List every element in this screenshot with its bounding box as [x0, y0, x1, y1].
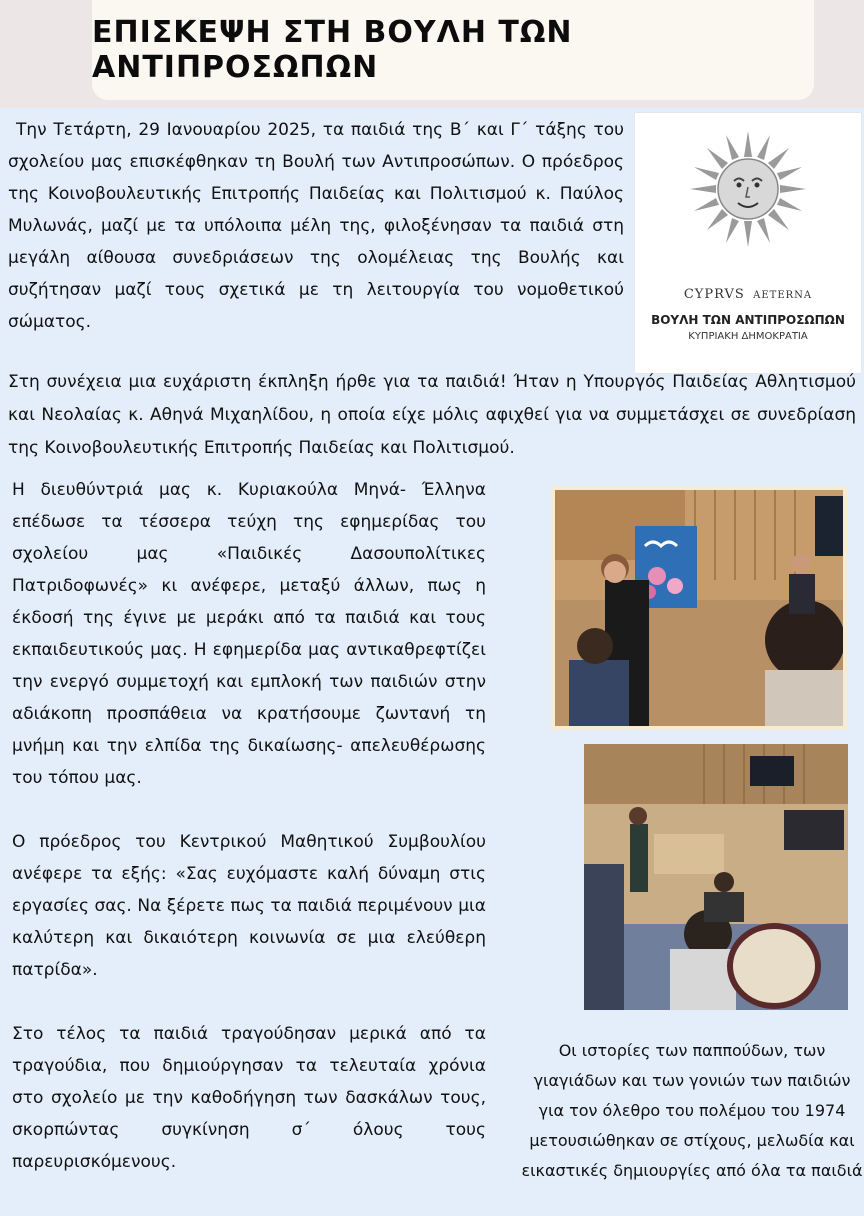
- logo-motto: CYPRVS AETERNA: [683, 287, 813, 302]
- article-paragraph-minister: Στη συνέχεια μια ευχάριστη έκπληξη ήρθε για τα παιδιά! Ήταν η Υπουργός Παιδείας Αθλητισμού και Νεολαίας κ. Αθηνά Μιχαηλίδου, η οποία είχε μόλις αφιχθεί για να συμμετάσχει σε συνεδρίαση της Κοινοβουλευτικής Επιτροπής Παιδείας και Πολιτισμού.: [8, 372, 856, 458]
- photo-plenary-hall: [584, 744, 848, 1010]
- article-paragraph-intro: Την Τετάρτη, 29 Ιανουαρίου 2025, τα παιδιά της Β΄ και Γ΄ τάξης του σχολείου μας επισκέφθηκαν τη Βουλή των Αντιπροσώπων. Ο πρόεδρος της Κοινοβουλευτικής Επιτροπής Παιδείας και Πολιτισμού κ. Παύλος Μυλωνάς, μαζί με τα υπόλοιπα μέλη της, φιλοξένησαν τα παιδιά στη μεγάλη αίθουσα συνεδριάσεων της ολομέλειας της Βουλής και συζήτησαν μαζί τους σχετικά με τη λειτουργία του νομοθετικού σώματος.: [8, 120, 624, 332]
- article-paragraph-headmistress: Η διευθύντριά μας κ. Κυριακούλα Μηνά- Έλληνα επέδωσε τα τέσσερα τεύχη της εφημερίδας του σχολείου μας «Παιδικές Δασουπολίτικες Πατριδοφωνές» κι ανέφερε, μεταξύ άλλων, πως η έκδοσή της έγινε με μεράκι από τα παιδιά και τους εκπαιδευτικούς μας. Η εφημερίδα μας αντικαθρεφτίζει την ενεργό συμμετοχή και εμπλοκή των παιδιών στην αδιάκοπη προσπάθεια να κρατήσουμε ζωντανή τη μνήμη και την ελπίδα της δικαίωσης- απελευθέρωσης του τόπου μας.: [12, 480, 486, 788]
- logo-subtitle: ΚΥΠΡΙΑΚΗ ΔΗΜΟΚΡΑΤΙΑ: [688, 331, 808, 342]
- sun-emblem-icon: [683, 127, 813, 277]
- parliament-logo: [634, 112, 862, 374]
- article-paragraph-songs: Στο τέλος τα παιδιά τραγούδησαν μερικά από τα τραγούδια, που δημιούργησαν τα τελευταία χρόνια στο σχολείο με την καθοδήγηση των δασκάλων τους, σκορπώντας συγκίνηση σ΄ όλους τους παρευρισκόμενους.: [12, 1024, 486, 1172]
- photo-caption: Οι ιστορίες των παππούδων, των γιαγιάδων και των γονιών των παιδιών για τον όλεθρο του πολέμου του 1974 μετουσιώθηκαν σε στίχους, μελωδία και εικαστικές δημιουργίες από όλα τα παιδιά: [521, 1041, 863, 1180]
- photo-headmistress-presentation: [551, 486, 847, 730]
- logo-name: ΒΟΥΛΗ ΤΩΝ ΑΝΤΙΠΡΟΣΩΠΩΝ: [651, 313, 845, 327]
- article-paragraph-student-council: Ο πρόεδρος του Κεντρικού Μαθητικού Συμβουλίου ανέφερε τα εξής: «Σας ευχόμαστε καλή δύναμη στις εργασίες σας. Να ξέρετε πως τα παιδιά περιμένουν μια καλύτερη και δικαιότερη κοινωνία σε μια ελεύθερη πατρίδα».: [12, 832, 486, 980]
- title-box: [92, 0, 814, 100]
- page-title: ΕΠΙΣΚΕΨΗ ΣΤΗ ΒΟΥΛΗ ΤΩΝ ΑΝΤΙΠΡΟΣΩΠΩΝ: [92, 15, 573, 85]
